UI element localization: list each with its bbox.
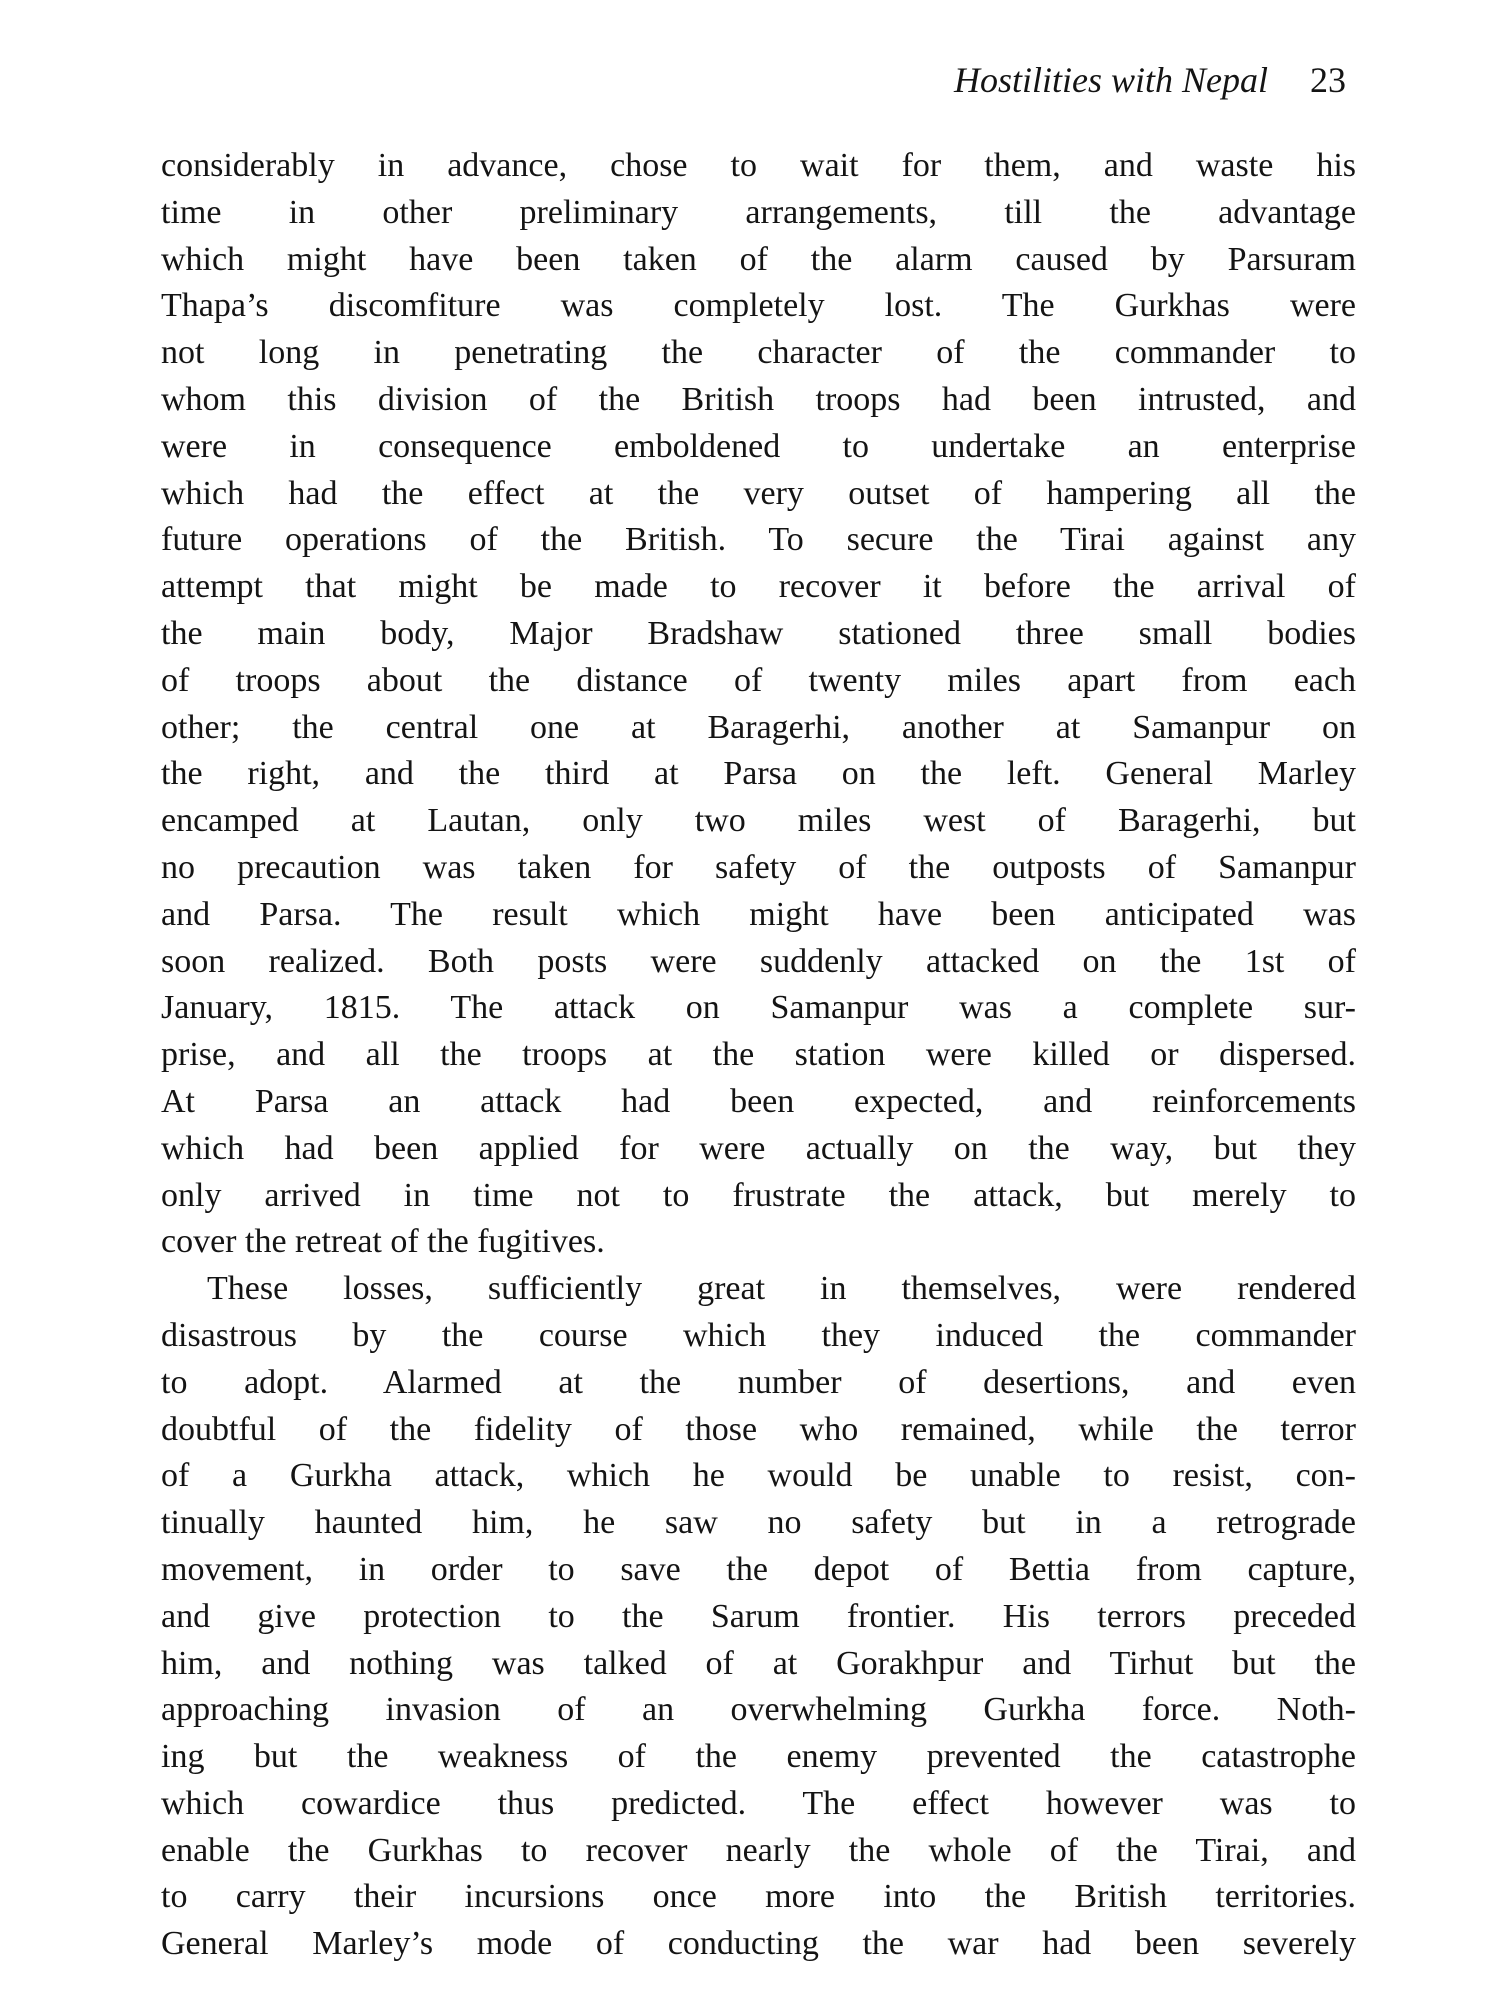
text-line: considerably in advance, chose to wait for them, and waste his [161,147,1356,184]
text-line: the main body, Major Bradshaw stationed three small bodies [161,614,1356,652]
text-line: Thapa’s discomfiture was completely lost. The Gurkhas were [161,287,1356,325]
text-line: the right, and the third at Parsa on the left. General Marley [161,755,1356,793]
text-line: were in consequence emboldened to undertake an enterprise [161,427,1356,465]
text-line: General Marley’s mode of conducting the war had been severely [161,1925,1356,1963]
text-line: and Parsa. The result which might have been anticipated was [161,895,1356,933]
text-line: disastrous by the course which they induced the commander [161,1316,1356,1354]
text-line: of a Gurkha attack, which he would be unable to resist, con- [161,1457,1356,1495]
text-line: only arrived in time not to frustrate the attack, but merely to [161,1176,1356,1214]
text-line: tinually haunted him, he saw no safety but in a retrograde [161,1504,1356,1542]
text-line: which cowardice thus predicted. The effect however was to [161,1784,1356,1822]
text-line: future operations of the British. To secure the Tirai against any [161,521,1356,559]
text-line: to carry their incursions once more into the British territories. [161,1878,1356,1916]
text-line: which had the effect at the very outset of hampering all the [161,474,1356,512]
text-line: cover the retreat of the fugitives. [161,1223,605,1261]
text-line: time in other preliminary arrangements, till the advantage [161,193,1356,231]
text-line: At Parsa an attack had been expected, and reinforcements [161,1082,1356,1120]
text-line: which had been applied for were actually on the way, but they [161,1129,1356,1167]
text-line: and give protection to the Sarum frontier. His terrors preceded [161,1597,1356,1635]
text-line: whom this division of the British troops had been intrusted, and [161,380,1356,418]
text-line: him, and nothing was talked of at Gorakhpur and Tirhut but the [161,1644,1356,1682]
text-line: no precaution was taken for safety of the outposts of Samanpur [161,848,1356,886]
text-line: prise, and all the troops at the station were killed or dispersed. [161,1036,1356,1074]
text-line: to adopt. Alarmed at the number of desertions, and even [161,1363,1356,1401]
text-line: January, 1815. The attack on Samanpur was a complete sur- [161,989,1356,1027]
text-line: movement, in order to save the depot of Bettia from capture, [161,1550,1356,1588]
running-head [954,56,1346,104]
paragraph-start-line: These losses, sufficiently great in themselves, were rendered [207,1270,1356,1308]
text-line: enable the Gurkhas to recover nearly the whole of the Tirai, and [161,1831,1356,1869]
body-text [161,143,1356,1968]
text-line: encamped at Lautan, only two miles west of Baragerhi, but [161,802,1356,840]
text-line: other; the central one at Baragerhi, another at Samanpur on [161,708,1356,746]
text-line: which might have been taken of the alarm caused by Parsuram [161,240,1356,278]
running-title: Hostilities with Nepal [953,60,1268,100]
page-number: 23 [1310,60,1346,100]
text-line: soon realized. Both posts were suddenly attacked on the 1st of [161,942,1356,980]
text-line: not long in penetrating the character of the commander to [161,334,1356,372]
text-line: doubtful of the fidelity of those who remained, while the terror [161,1410,1356,1448]
text-line: approaching invasion of an overwhelming Gurkha force. Noth- [161,1691,1356,1729]
text-line: ing but the weakness of the enemy prevented the catastrophe [161,1738,1356,1776]
text-line: attempt that might be made to recover it before the arrival of [161,568,1356,606]
text-line: of troops about the distance of twenty miles apart from each [161,661,1356,699]
